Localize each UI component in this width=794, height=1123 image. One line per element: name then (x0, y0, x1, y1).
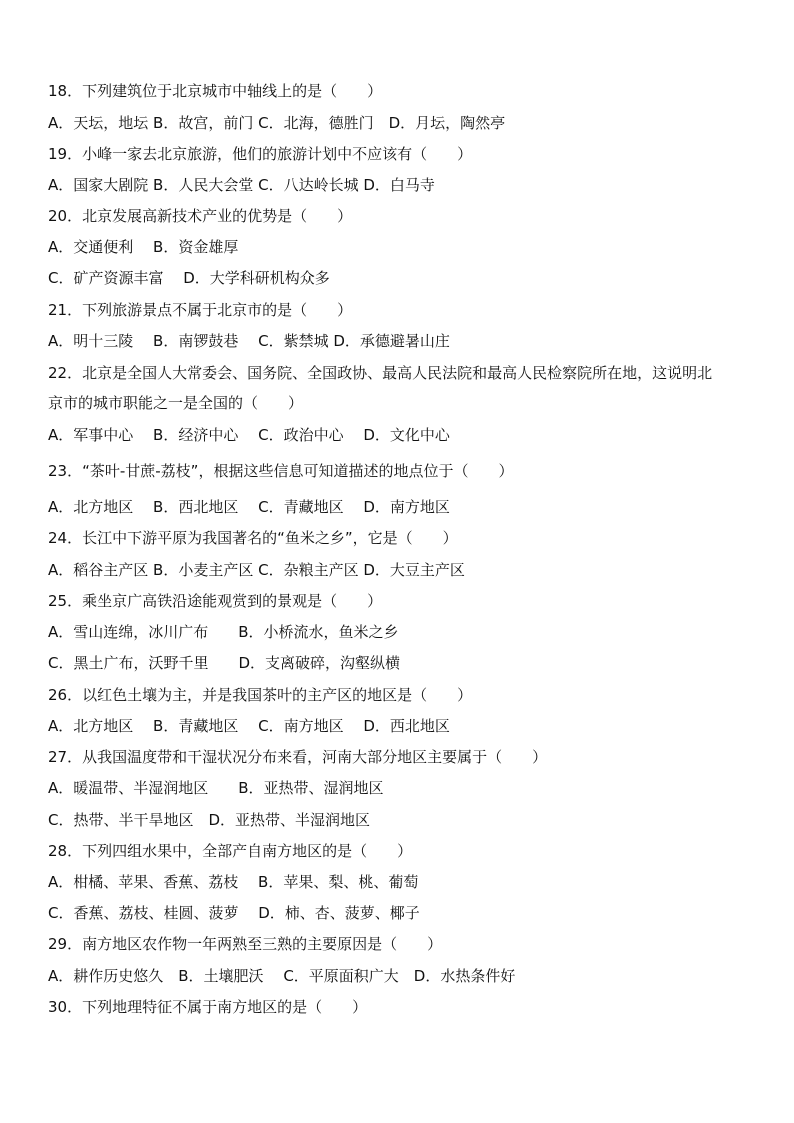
question-26-options: A．北方地区 B．青藏地区 C．南方地区 D．西北地区 (48, 717, 450, 735)
question-20-options-ab: A．交通便利 B．资金雄厚 (48, 238, 239, 256)
question-21-stem: 21．下列旅游景点不属于北京市的是（ ） (48, 301, 353, 319)
question-25-stem: 25．乘坐京广高铁沿途能观赏到的景观是（ ） (48, 592, 383, 610)
question-21-options: A．明十三陵 B．南锣鼓巷 C．紫禁城 D．承德避暑山庄 (48, 332, 450, 350)
question-22-options: A．军事中心 B．经济中心 C．政治中心 D．文化中心 (48, 426, 450, 444)
question-27-options-ab: A．暖温带、半湿润地区 B．亚热带、湿润地区 (48, 779, 384, 797)
question-27-stem: 27．从我国温度带和干湿状况分布来看，河南大部分地区主要属于（ ） (48, 748, 548, 766)
question-24-options: A．稻谷主产区 B．小麦主产区 C．杂粮主产区 D．大豆主产区 (48, 561, 465, 579)
question-25-options-cd: C．黑土广布，沃野千里 D．支离破碎，沟壑纵横 (48, 654, 401, 672)
question-25-options-ab: A．雪山连绵，冰川广布 B．小桥流水，鱼米之乡 (48, 623, 399, 641)
question-28-options-ab: A．柑橘、苹果、香蕉、荔枝 B．苹果、梨、桃、葡萄 (48, 873, 419, 891)
question-19-stem: 19．小峰一家去北京旅游，他们的旅游计划中不应该有（ ） (48, 145, 473, 163)
question-18-stem: 18．下列建筑位于北京城市中轴线上的是（ ） (48, 82, 383, 100)
question-22-stem-continued: 京市的城市职能之一是全国的（ ） (48, 394, 304, 412)
question-23-stem: 23．“茶叶-甘蔗-荔枝”，根据这些信息可知道描述的地点位于（ ） (48, 462, 514, 480)
question-29-stem: 29．南方地区农作物一年两熟至三熟的主要原因是（ ） (48, 935, 443, 953)
question-30-stem: 30．下列地理特征不属于南方地区的是（ ） (48, 998, 368, 1016)
question-27-options-cd: C．热带、半干旱地区 D．亚热带、半湿润地区 (48, 811, 371, 829)
question-19-options: A．国家大剧院 B．人民大会堂 C．八达岭长城 D．白马寺 (48, 176, 435, 194)
question-29-options: A．耕作历史悠久 B．土壤肥沃 C．平原面积广大 D．水热条件好 (48, 967, 516, 985)
question-20-options-cd: C．矿产资源丰富 D．大学科研机构众多 (48, 269, 330, 287)
question-20-stem: 20．北京发展高新技术产业的优势是（ ） (48, 207, 353, 225)
question-18-options: A．天坛，地坛 B．故宫，前门 C．北海，德胜门 D．月坛，陶然亭 (48, 114, 506, 132)
question-28-stem: 28．下列四组水果中，全部产自南方地区的是（ ） (48, 842, 413, 860)
question-23-options: A．北方地区 B．西北地区 C．青藏地区 D．南方地区 (48, 498, 450, 516)
question-28-options-cd: C．香蕉、荔枝、桂圆、菠萝 D．柿、杏、菠萝、椰子 (48, 904, 420, 922)
question-26-stem: 26．以红色土壤为主，并是我国茶叶的主产区的地区是（ ） (48, 686, 473, 704)
question-24-stem: 24．长江中下游平原为我国著名的“鱼米之乡”，它是（ ） (48, 529, 458, 547)
question-22-stem: 22．北京是全国人大常委会、国务院、全国政协、最高人民法院和最高人民检察院所在地，这说明北 (48, 364, 713, 382)
